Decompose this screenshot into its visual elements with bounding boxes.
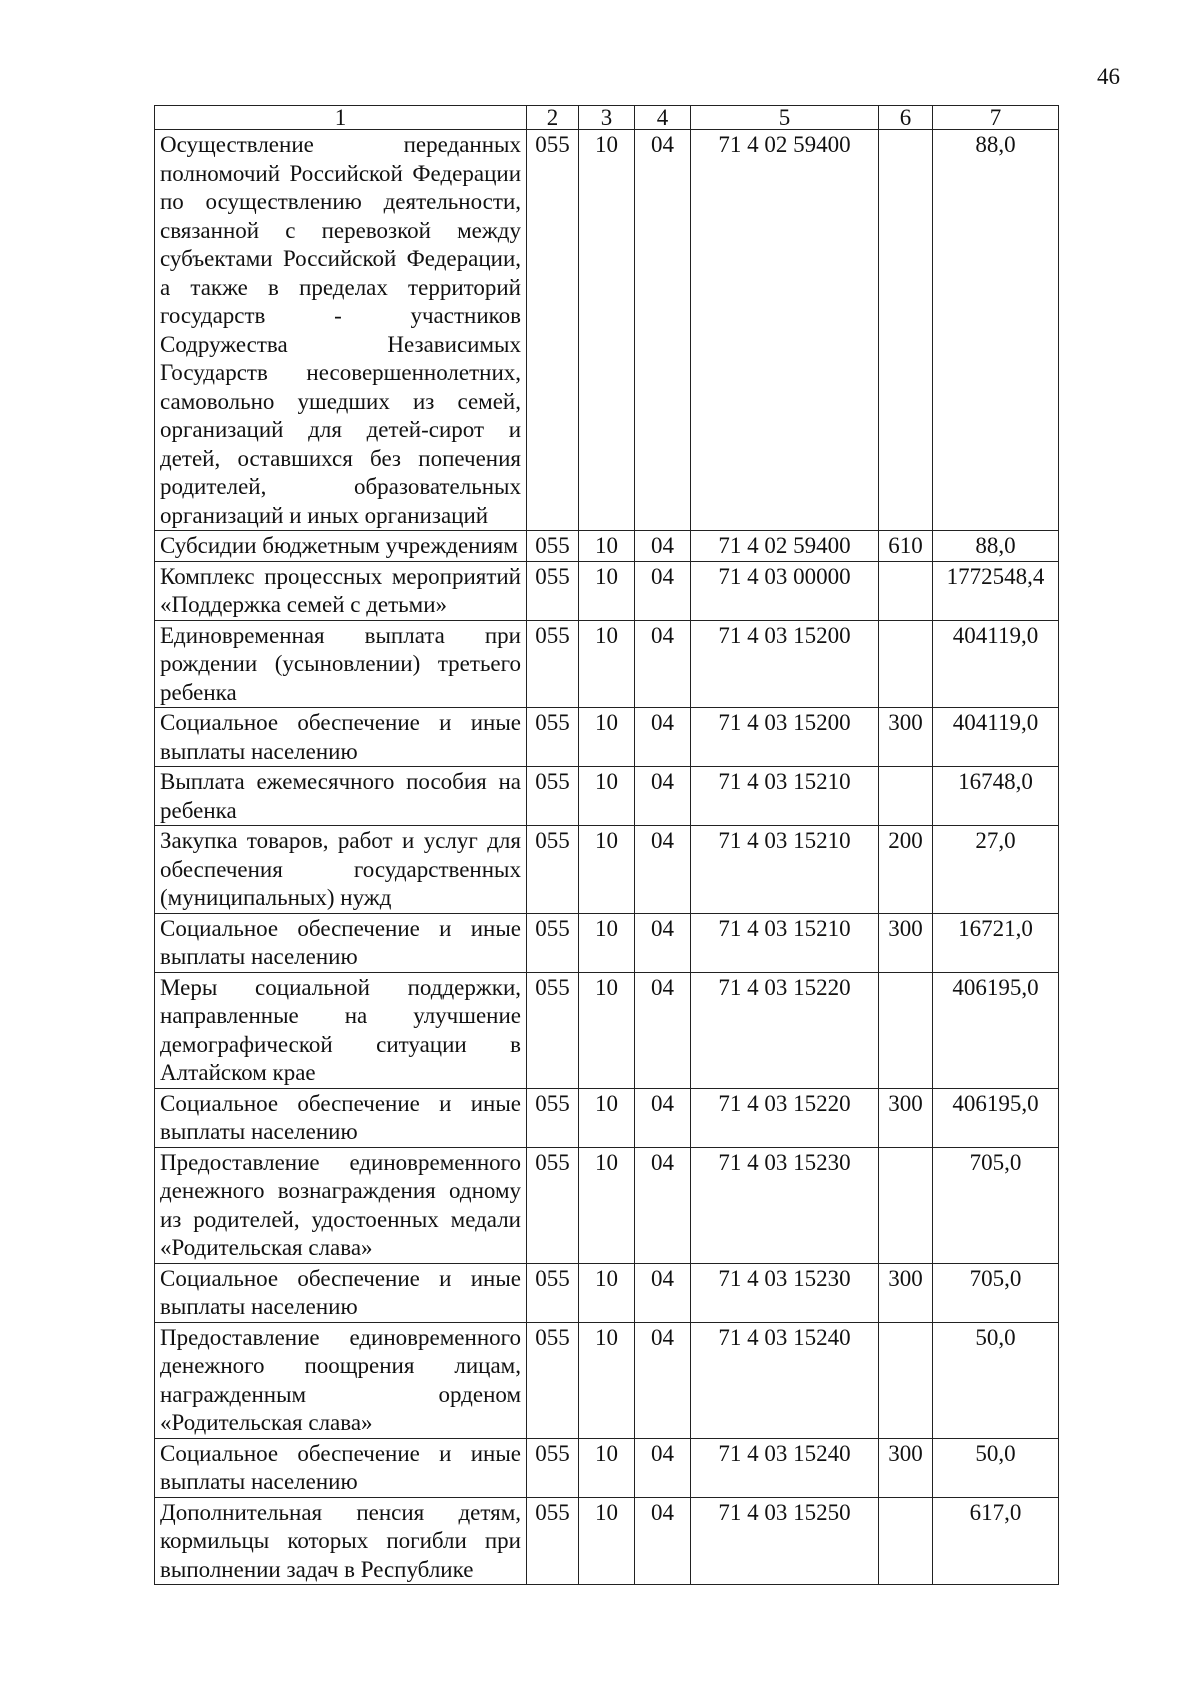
amount: 16721,0 <box>933 913 1059 972</box>
item-description: Единовременная выплата при рождении (усыновлении) третьего ребенка <box>155 620 527 708</box>
expense-type-code <box>879 767 933 826</box>
table-row <box>155 1497 1059 1585</box>
column-header: 5 <box>691 106 879 130</box>
section-code: 10 <box>579 130 635 531</box>
amount: 617,0 <box>933 1497 1059 1585</box>
expense-type-code: 300 <box>879 1438 933 1497</box>
ministry-code: 055 <box>527 1147 579 1263</box>
expense-type-code <box>879 561 933 620</box>
column-header: 1 <box>155 106 527 130</box>
amount: 404119,0 <box>933 620 1059 708</box>
subsection-code: 04 <box>635 1497 691 1585</box>
table-row <box>155 767 1059 826</box>
expense-type-code <box>879 1497 933 1585</box>
target-article-code: 71 4 03 15210 <box>691 767 879 826</box>
item-description: Социальное обеспечение и иные выплаты населению <box>155 1088 527 1147</box>
amount: 27,0 <box>933 826 1059 914</box>
expense-type-code: 610 <box>879 531 933 562</box>
subsection-code: 04 <box>635 708 691 767</box>
target-article-code: 71 4 03 15220 <box>691 1088 879 1147</box>
section-code: 10 <box>579 1322 635 1438</box>
amount: 50,0 <box>933 1322 1059 1438</box>
section-code: 10 <box>579 1497 635 1585</box>
target-article-code: 71 4 03 15220 <box>691 972 879 1088</box>
item-description: Субсидии бюджетным учреждениям <box>155 531 527 562</box>
ministry-code: 055 <box>527 620 579 708</box>
subsection-code: 04 <box>635 826 691 914</box>
table-row <box>155 1322 1059 1438</box>
column-header: 3 <box>579 106 635 130</box>
item-description: Социальное обеспечение и иные выплаты населению <box>155 1263 527 1322</box>
column-header: 4 <box>635 106 691 130</box>
target-article-code: 71 4 03 15240 <box>691 1438 879 1497</box>
table-row <box>155 1088 1059 1147</box>
ministry-code: 055 <box>527 1438 579 1497</box>
target-article-code: 71 4 02 59400 <box>691 531 879 562</box>
table-row <box>155 561 1059 620</box>
ministry-code: 055 <box>527 1322 579 1438</box>
ministry-code: 055 <box>527 913 579 972</box>
item-description: Выплата ежемесячного пособия на ребенка <box>155 767 527 826</box>
item-description: Осуществление переданных полномочий Российской Федерации по осуществлению деятельности, связанной с перевозкой между субъектами Российской Федерации, а также в пределах территорий государств - участников Содружества Независимых Государств несовершеннолетних, самовольно ушедших из семей, организаций для детей-сирот и детей, оставшихся без попечения родителей, образовательных организаций и иных организаций <box>155 130 527 531</box>
amount: 705,0 <box>933 1147 1059 1263</box>
item-description: Меры социальной поддержки, направленные на улучшение демографической ситуации в Алтайском крае <box>155 972 527 1088</box>
item-description: Социальное обеспечение и иные выплаты населению <box>155 1438 527 1497</box>
expense-type-code <box>879 1322 933 1438</box>
expense-type-code: 300 <box>879 913 933 972</box>
section-code: 10 <box>579 1438 635 1497</box>
expense-type-code <box>879 1147 933 1263</box>
item-description: Дополнительная пенсия детям, кормильцы которых погибли при выполнении задач в Республике <box>155 1497 527 1585</box>
expense-type-code <box>879 620 933 708</box>
item-description: Предоставление единовременного денежного вознаграждения одному из родителей, удостоенных медали «Родительская слава» <box>155 1147 527 1263</box>
amount: 406195,0 <box>933 1088 1059 1147</box>
table-row <box>155 972 1059 1088</box>
section-code: 10 <box>579 561 635 620</box>
table-row <box>155 531 1059 562</box>
expense-type-code: 300 <box>879 708 933 767</box>
expense-type-code: 300 <box>879 1088 933 1147</box>
ministry-code: 055 <box>527 130 579 531</box>
target-article-code: 71 4 03 15200 <box>691 708 879 767</box>
target-article-code: 71 4 03 15230 <box>691 1263 879 1322</box>
table-row <box>155 1263 1059 1322</box>
amount: 50,0 <box>933 1438 1059 1497</box>
expense-type-code: 300 <box>879 1263 933 1322</box>
target-article-code: 71 4 02 59400 <box>691 130 879 531</box>
ministry-code: 055 <box>527 1497 579 1585</box>
section-code: 10 <box>579 708 635 767</box>
amount: 1772548,4 <box>933 561 1059 620</box>
ministry-code: 055 <box>527 1088 579 1147</box>
target-article-code: 71 4 03 15200 <box>691 620 879 708</box>
item-description: Социальное обеспечение и иные выплаты населению <box>155 913 527 972</box>
column-header: 6 <box>879 106 933 130</box>
column-header: 2 <box>527 106 579 130</box>
item-description: Комплекс процессных мероприятий «Поддержка семей с детьми» <box>155 561 527 620</box>
section-code: 10 <box>579 826 635 914</box>
ministry-code: 055 <box>527 708 579 767</box>
ministry-code: 055 <box>527 826 579 914</box>
table-row <box>155 708 1059 767</box>
page-number: 46 <box>1097 64 1120 89</box>
table-row <box>155 130 1059 531</box>
amount: 16748,0 <box>933 767 1059 826</box>
subsection-code: 04 <box>635 972 691 1088</box>
target-article-code: 71 4 03 00000 <box>691 561 879 620</box>
table-row <box>155 913 1059 972</box>
item-description: Предоставление единовременного денежного поощрения лицам, награжденным орденом «Родительская слава» <box>155 1322 527 1438</box>
column-number-row <box>155 106 1059 130</box>
subsection-code: 04 <box>635 1322 691 1438</box>
subsection-code: 04 <box>635 531 691 562</box>
item-description: Социальное обеспечение и иные выплаты населению <box>155 708 527 767</box>
section-code: 10 <box>579 767 635 826</box>
table-row <box>155 826 1059 914</box>
section-code: 10 <box>579 620 635 708</box>
subsection-code: 04 <box>635 130 691 531</box>
table-row <box>155 1147 1059 1263</box>
table-row <box>155 620 1059 708</box>
column-header: 7 <box>933 106 1059 130</box>
target-article-code: 71 4 03 15230 <box>691 1147 879 1263</box>
ministry-code: 055 <box>527 972 579 1088</box>
subsection-code: 04 <box>635 913 691 972</box>
amount: 88,0 <box>933 130 1059 531</box>
amount: 406195,0 <box>933 972 1059 1088</box>
ministry-code: 055 <box>527 561 579 620</box>
section-code: 10 <box>579 1263 635 1322</box>
ministry-code: 055 <box>527 767 579 826</box>
expense-type-code <box>879 972 933 1088</box>
target-article-code: 71 4 03 15210 <box>691 826 879 914</box>
amount: 88,0 <box>933 531 1059 562</box>
target-article-code: 71 4 03 15210 <box>691 913 879 972</box>
subsection-code: 04 <box>635 620 691 708</box>
target-article-code: 71 4 03 15240 <box>691 1322 879 1438</box>
amount: 705,0 <box>933 1263 1059 1322</box>
section-code: 10 <box>579 972 635 1088</box>
budget-table <box>154 105 1059 1585</box>
ministry-code: 055 <box>527 1263 579 1322</box>
section-code: 10 <box>579 913 635 972</box>
target-article-code: 71 4 03 15250 <box>691 1497 879 1585</box>
section-code: 10 <box>579 1147 635 1263</box>
expense-type-code <box>879 130 933 531</box>
expense-type-code: 200 <box>879 826 933 914</box>
subsection-code: 04 <box>635 1438 691 1497</box>
ministry-code: 055 <box>527 531 579 562</box>
table-row <box>155 1438 1059 1497</box>
subsection-code: 04 <box>635 767 691 826</box>
section-code: 10 <box>579 1088 635 1147</box>
subsection-code: 04 <box>635 561 691 620</box>
item-description: Закупка товаров, работ и услуг для обеспечения государственных (муниципальных) нужд <box>155 826 527 914</box>
subsection-code: 04 <box>635 1263 691 1322</box>
amount: 404119,0 <box>933 708 1059 767</box>
section-code: 10 <box>579 531 635 562</box>
subsection-code: 04 <box>635 1147 691 1263</box>
subsection-code: 04 <box>635 1088 691 1147</box>
